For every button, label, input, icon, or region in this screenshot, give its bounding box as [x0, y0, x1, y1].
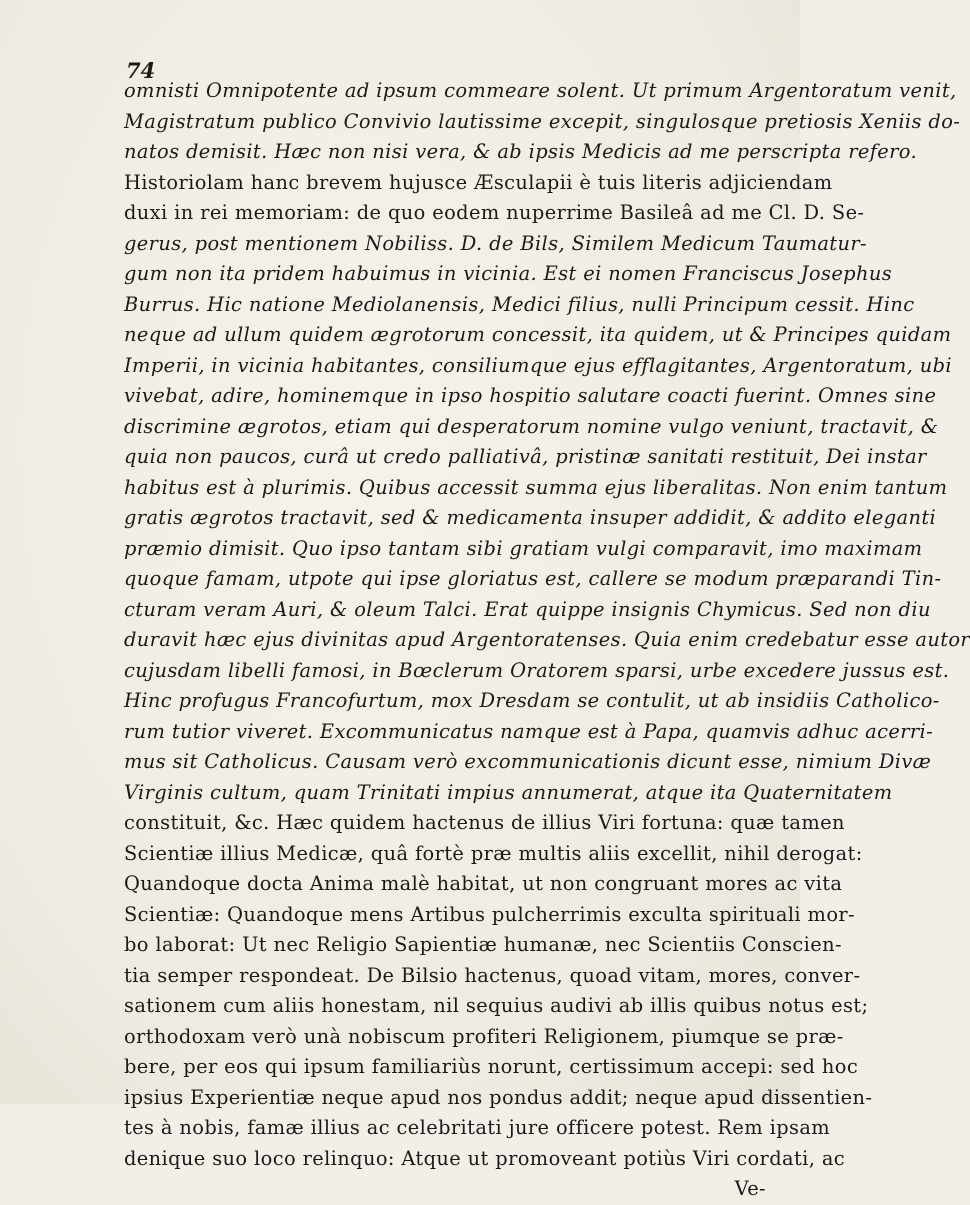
- text-line: habitus est à plurimis. Quibus accessit summa ejus liberalitas. Non enim tantum: [124, 475, 948, 499]
- text-line: duravit hæc ejus divinitas apud Argentoratenses. Quia enim credebatur esse autor: [124, 628, 970, 651]
- text-line: præmio dimisit. Quo ipso tantam sibi gratiam vulgi comparavit, imo maximam: [124, 536, 923, 560]
- text-line: bere, per eos qui ipsum familiariùs norunt, certissimum accepi: sed hoc: [124, 1055, 859, 1078]
- latin-text-body: [124, 76, 970, 1205]
- text-line: Burrus. Hic natione Mediolanensis, Medici filius, nulli Principum cessit. Hinc: [124, 292, 915, 316]
- text-line: orthodoxam verò unà nobiscum profiteri Religionem, piumque se præ-: [124, 1024, 844, 1048]
- text-line: Quandoque docta Anima malè habitat, ut non congruant mores ac vita: [124, 872, 843, 895]
- text-line: denique suo loco relinquo: Atque ut promoveant potiùs Viri cordati, ac: [124, 1146, 846, 1170]
- text-line: Scientiæ: Quandoque mens Artibus pulcherrimis exculta spirituali mor-: [124, 902, 855, 926]
- text-line: ipsius Experientiæ neque apud nos pondus addit; neque apud dissentien-: [124, 1085, 873, 1109]
- text-line: tia semper respondeat. De Bilsio hactenus, quoad vitam, mores, conver-: [124, 963, 861, 987]
- text-line: Magistratum publico Convivio lautissime excepit, singulosque pretiosis Xeniis do-: [124, 109, 961, 133]
- text-line: natos demisit. Hæc non nisi vera, & ab ipsis Medicis ad me perscripta refero.: [124, 140, 918, 163]
- text-line: gum non ita pridem habuimus in vicinia. Est ei nomen Franciscus Josephus: [124, 262, 893, 285]
- text-line: cujusdam libelli famosi, in Bœclerum Oratorem sparsi, urbe excedere jussus est.: [124, 658, 950, 682]
- text-line: Historiolam hanc brevem hujusce Æsculapii è tuis literis adjiciendam: [124, 170, 833, 194]
- text-line: Scientiæ illius Medicæ, quâ fortè præ multis aliis excellit, nihil derogat:: [124, 841, 863, 865]
- text-line: bo laborat: Ut nec Religio Sapientiæ humanæ, nec Scientiis Conscien-: [124, 933, 842, 956]
- text-line: Hinc profugus Francofurtum, mox Dresdam se contulit, ut ab insidiis Catholico-: [124, 689, 940, 712]
- catchword: Ve-: [734, 1177, 766, 1200]
- text-line: duxi in rei memoriam: de quo eodem nuperrime Basileâ ad me Cl. D. Se-: [124, 201, 865, 224]
- text-line: rum tutior viveret. Excommunicatus namque est à Papa, quamvis adhuc acerri-: [124, 719, 934, 743]
- text-line: cturam veram Auri, & oleum Talci. Erat quippe insignis Chymicus. Sed non diu: [124, 597, 931, 621]
- text-line: constituit, &c. Hæc quidem hactenus de illius Viri fortuna: quæ tamen: [124, 811, 845, 834]
- text-line: sationem cum aliis honestam, nil sequius audivi ab illis quibus notus est;: [124, 994, 869, 1017]
- text-line: vivebat, adire, hominemque in ipso hospitio salutare coacti fuerint. Omnes sine: [124, 384, 937, 407]
- text-line: quoque famam, utpote qui ipse gloriatus est, callere se modum præparandi Tin-: [124, 567, 942, 590]
- text-line: neque ad ullum quidem ægrotorum concessit, ita quidem, ut & Principes quidam: [124, 323, 952, 346]
- text-line: mus sit Catholicus. Causam verò excommunicationis dicunt esse, nimium Divæ: [124, 750, 932, 773]
- text-line: tes à nobis, famæ illius ac celebritati jure officere potest. Rem ipsam: [124, 1116, 831, 1139]
- text-line: omnisti Omnipotente ad ipsum commeare solent. Ut primum Argentoratum venit,: [124, 79, 957, 102]
- text-line: quia non paucos, curâ ut credo palliativâ, pristinæ sanitati restituit, Dei instar: [124, 445, 927, 468]
- text-line: discrimine ægrotos, etiam qui desperatorum nomine vulgo veniunt, tractavit, &: [124, 414, 939, 438]
- text-line: Imperii, in vicinia habitantes, consiliumque ejus efflagitantes, Argentoratum, ubi: [124, 353, 953, 377]
- page-number: 74: [126, 58, 156, 83]
- text-line: gerus, post mentionem Nobiliss. D. de Bils, Similem Medicum Taumatur-: [124, 231, 867, 255]
- text-line: Virginis cultum, quam Trinitati impius annumerat, atque ita Quaternitatem: [124, 780, 893, 804]
- text-line: gratis ægrotos tractavit, sed & medicamenta insuper addidit, & addito eleganti: [124, 506, 937, 529]
